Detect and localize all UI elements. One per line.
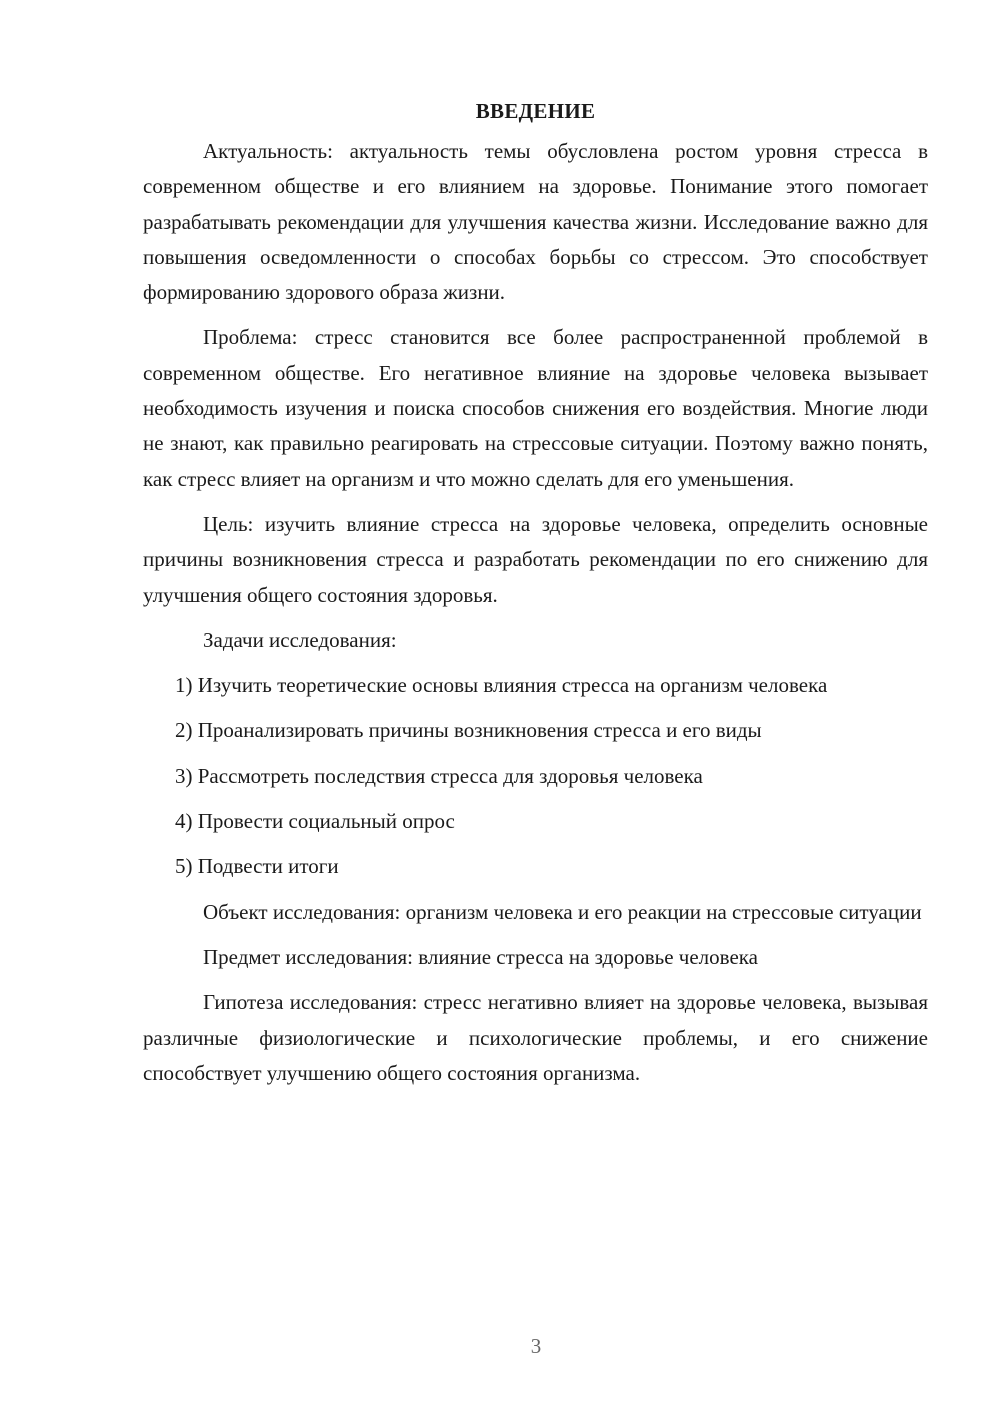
paragraph-hypothesis: Гипотеза исследования: стресс негативно влияет на здоровье человека, вызывая различные физиологические и психологические проблемы, и его снижение способствует улучшению общего состояния организма. [143, 990, 928, 1085]
page-number: 3 [530, 1334, 542, 1358]
paragraph-relevance: Актуальность: актуальность темы обусловлена ростом уровня стресса в современном обществе и его влиянием на здоровье. Понимание этого помогает разрабатывать рекомендации для улучшения качества жизни. Исследование важно для повышения осведомленности о способах борьбы со стрессом. Это способствует формированию здорового образа жизни. [143, 139, 928, 305]
paragraph-problem: Проблема: стресс становится все более распространенной проблемой в современном обществе. Его негативное влияние на здоровье человека вызывает необходимость изучения и поиска способов снижения его воздействия. Многие люди не знают, как правильно реагировать на стрессовые ситуации. Поэтому важно понять, как стресс влияет на организм и что можно сделать для его уменьшения. [143, 325, 928, 491]
page-title: ВВЕДЕНИЕ [475, 99, 596, 123]
tasks-heading: Задачи исследования: [203, 627, 397, 652]
paragraph-goal: Цель: изучить влияние стресса на здоровье человека, определить основные причины возникновения стресса и разработать рекомендации по его снижению для улучшения общего состояния здоровья. [143, 511, 928, 607]
task-item-4: 4) Провести социальный опрос [175, 809, 455, 834]
task-item-5: 5) Подвести итоги [175, 854, 339, 879]
task-item-1: 1) Изучить теоретические основы влияния стресса на организм человека [175, 673, 828, 698]
task-item-3: 3) Рассмотреть последствия стресса для здоровья человека [175, 763, 703, 788]
paragraph-subject: Предмет исследования: влияние стресса на здоровье человека [203, 944, 758, 969]
task-item-2: 2) Проанализировать причины возникновения стресса и его виды [175, 718, 762, 743]
page-content [143, 96, 928, 1101]
paragraph-object: Объект исследования: организм человека и его реакции на стрессовые ситуации [203, 899, 922, 924]
